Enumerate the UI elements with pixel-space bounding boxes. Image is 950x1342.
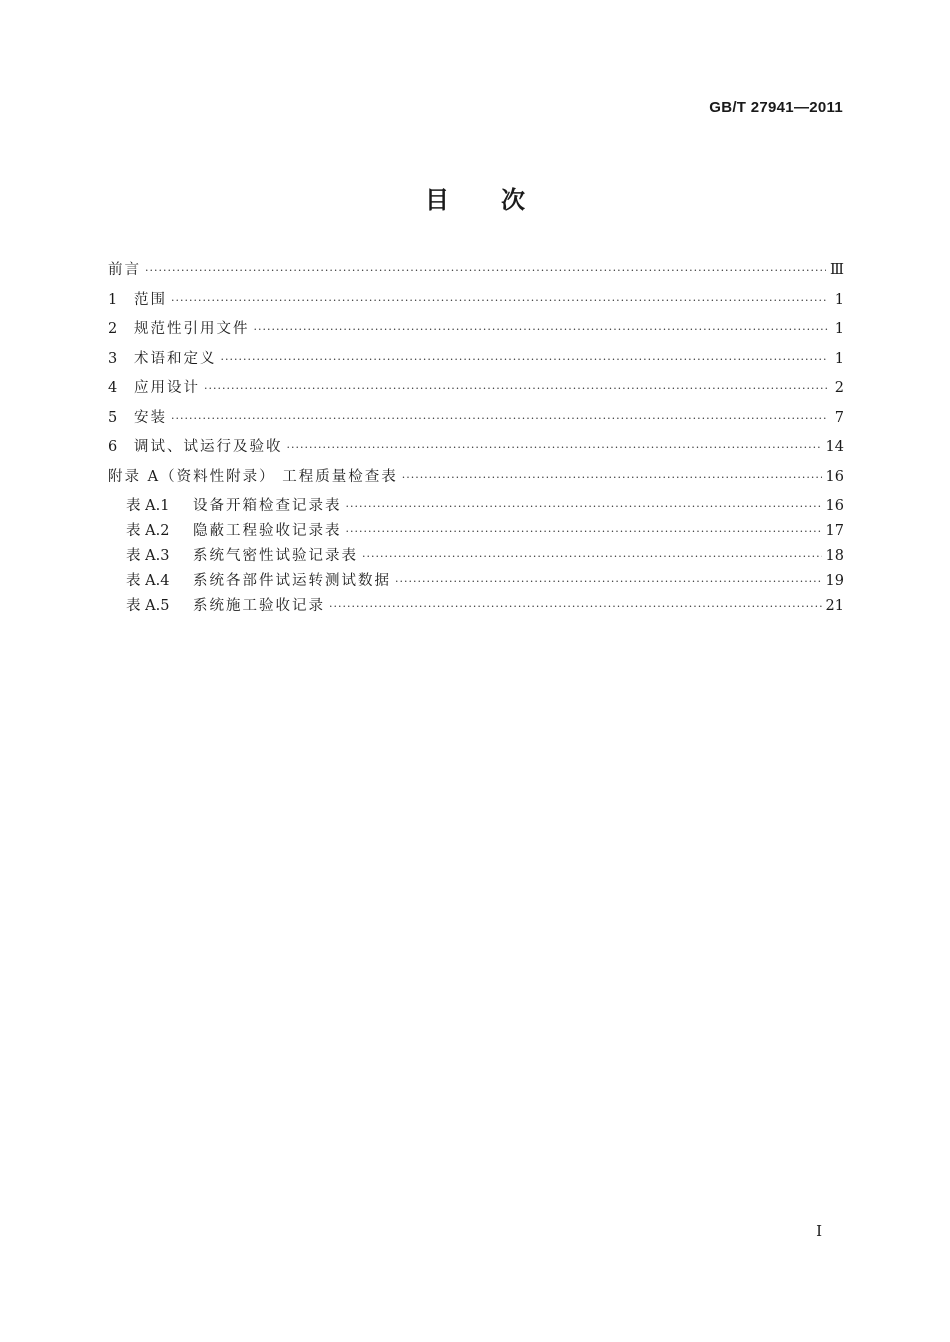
toc-entry-number: 1: [108, 291, 118, 308]
toc-entry-label: 附录 A（资料性附录） 工程质量检查表: [108, 468, 398, 485]
toc-entry-page: 21: [825, 598, 844, 614]
toc-entry-number: 6: [108, 439, 118, 455]
toc-entry-page: 7: [834, 409, 844, 426]
toc-subentry-table-a3[interactable]: [108, 545, 844, 570]
toc-leader-dots: [204, 378, 828, 400]
title-char-1: 目: [425, 186, 449, 214]
toc-entry-1[interactable]: [108, 289, 844, 319]
toc-leader-dots: [346, 496, 822, 518]
toc-leader-dots: [329, 596, 822, 618]
toc-subentry-table-a1[interactable]: [108, 495, 844, 520]
toc-entry-label: 前言: [108, 262, 141, 278]
toc-entry-page: 2: [834, 380, 844, 396]
toc-entry-page: Ⅲ: [830, 262, 844, 278]
toc-subentry-table-a4[interactable]: [108, 570, 844, 595]
toc-entry-page: 1: [834, 321, 844, 337]
toc-entry-label: 系统气密性试验记录表: [193, 548, 358, 564]
toc-leader-dots: [145, 260, 826, 282]
toc-entry-4[interactable]: [108, 377, 844, 407]
toc-entry-page: 16: [825, 468, 844, 485]
toc-subentry-table-a5[interactable]: [108, 595, 844, 620]
page-folio: Ⅰ: [816, 1222, 822, 1240]
toc-leader-dots: [346, 521, 822, 543]
table-of-contents: [108, 259, 844, 620]
toc-entry-page: 19: [825, 573, 844, 589]
toc-leader-dots: [287, 437, 822, 459]
toc-entry-number: 3: [108, 350, 118, 367]
toc-entry-page: 16: [825, 498, 844, 514]
toc-entry-foreword[interactable]: [108, 259, 844, 289]
standard-code: GB/T 27941—2011: [709, 99, 843, 116]
toc-entry-label: 隐蔽工程验收记录表: [193, 523, 342, 539]
toc-entry-page: 1: [834, 350, 844, 367]
page-title: [0, 180, 950, 215]
toc-entry-6[interactable]: [108, 436, 844, 466]
toc-entry-label: 系统各部件试运转测试数据: [193, 573, 391, 589]
toc-entry-label: 安装: [134, 409, 167, 426]
toc-entry-number: 5: [108, 409, 118, 426]
toc-entry-label: 术语和定义: [134, 350, 217, 367]
toc-leader-dots: [395, 571, 822, 593]
toc-entry-label: 规范性引用文件: [134, 321, 250, 337]
toc-entry-page: 1: [834, 291, 844, 308]
toc-entry-label: 设备开箱检查记录表: [193, 498, 342, 514]
toc-leader-dots: [221, 349, 829, 371]
title-char-2: 次: [501, 186, 525, 214]
toc-entry-page: 18: [825, 548, 844, 564]
toc-entry-label: 系统施工验收记录: [193, 598, 325, 614]
toc-entry-5[interactable]: [108, 407, 844, 437]
toc-subentry-table-a2[interactable]: [108, 520, 844, 545]
toc-entry-label: 调试、试运行及验收: [134, 439, 283, 455]
toc-entry-label: 应用设计: [134, 380, 200, 396]
toc-entry-3[interactable]: [108, 348, 844, 378]
toc-entry-page: 14: [825, 439, 844, 455]
toc-entry-number: 表 A.1: [126, 498, 170, 514]
toc-leader-dots: [171, 290, 828, 312]
toc-entry-number: 2: [108, 321, 118, 337]
toc-entry-number: 表 A.4: [126, 573, 170, 589]
toc-entry-number: 表 A.5: [126, 598, 170, 614]
toc-leader-dots: [362, 546, 822, 568]
toc-entry-2[interactable]: [108, 318, 844, 348]
toc-entry-number: 表 A.3: [126, 548, 170, 564]
toc-entry-number: 表 A.2: [126, 523, 170, 539]
toc-entry-appendix-a[interactable]: [108, 466, 844, 496]
toc-entry-number: 4: [108, 380, 118, 396]
toc-leader-dots: [254, 319, 829, 341]
toc-entry-label: 范围: [134, 291, 167, 308]
toc-leader-dots: [402, 467, 822, 489]
toc-leader-dots: [171, 408, 828, 430]
toc-entry-page: 17: [825, 523, 844, 539]
